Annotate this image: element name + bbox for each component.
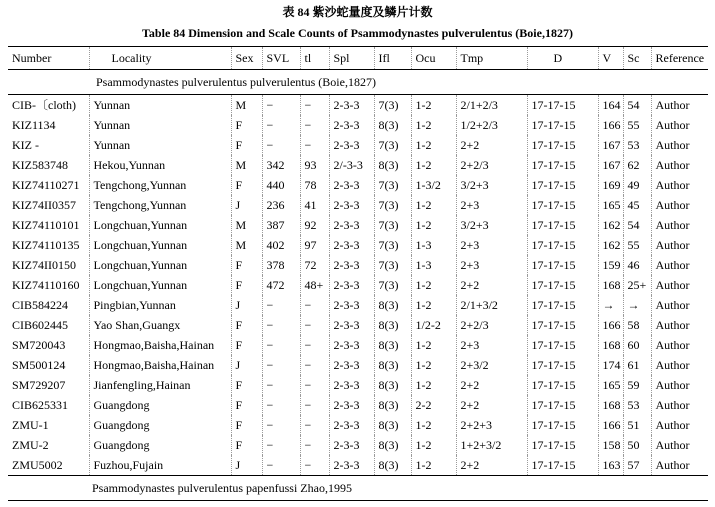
table-row bbox=[8, 115, 708, 135]
cell-d: 17-17-15 bbox=[527, 435, 598, 455]
cell-spl: 2-3-3 bbox=[329, 415, 374, 435]
cell-tmp: 2/1+2/3 bbox=[456, 95, 527, 116]
cell-ocu: 1-2 bbox=[411, 275, 456, 295]
table-row bbox=[8, 455, 708, 476]
cell-reference: Author bbox=[651, 455, 708, 476]
cell-d: 17-17-15 bbox=[527, 235, 598, 255]
col-ocu: Ocu bbox=[411, 47, 456, 70]
cell-v: 166 bbox=[598, 115, 623, 135]
col-locality: Locality bbox=[89, 47, 231, 70]
cell-ocu: 1-2 bbox=[411, 375, 456, 395]
table-row bbox=[8, 275, 708, 295]
cell-svl: − bbox=[262, 435, 300, 455]
cell-sex: F bbox=[231, 395, 262, 415]
cell-tl: − bbox=[300, 315, 329, 335]
cell-tmp: 2/1+3/2 bbox=[456, 295, 527, 315]
cell-locality: Yunnan bbox=[89, 115, 231, 135]
cell-sex: F bbox=[231, 115, 262, 135]
cell-v: 159 bbox=[598, 255, 623, 275]
cell-tl: − bbox=[300, 395, 329, 415]
cell-v: 174 bbox=[598, 355, 623, 375]
cell-svl: − bbox=[262, 355, 300, 375]
cell-locality: Yunnan bbox=[89, 135, 231, 155]
table-row bbox=[8, 195, 708, 215]
table-row bbox=[8, 155, 708, 175]
cell-spl: 2-3-3 bbox=[329, 275, 374, 295]
cell-tl: − bbox=[300, 415, 329, 435]
cell-tmp: 2+2 bbox=[456, 275, 527, 295]
cell-v: 163 bbox=[598, 455, 623, 476]
cell-ifl: 8(3) bbox=[374, 335, 411, 355]
cell-number: KIZ - bbox=[12, 138, 39, 152]
cell-ocu: 1-2 bbox=[411, 135, 456, 155]
cell-tl: − bbox=[300, 375, 329, 395]
cell-svl: − bbox=[262, 295, 300, 315]
cell-reference: Author bbox=[651, 255, 708, 275]
cell-sex: M bbox=[231, 155, 262, 175]
cell-sex: F bbox=[231, 375, 262, 395]
cell-sex: F bbox=[231, 315, 262, 335]
cell-locality: Longchuan,Yunnan bbox=[89, 235, 231, 255]
cell-sex: J bbox=[231, 195, 262, 215]
cell-sc: 45 bbox=[623, 195, 651, 215]
cell-ocu: 1-2 bbox=[411, 115, 456, 135]
table-row bbox=[8, 355, 708, 375]
cell-svl: − bbox=[262, 395, 300, 415]
col-tmp: Tmp bbox=[456, 47, 527, 70]
cell-locality: Guangdong bbox=[89, 435, 231, 455]
cell-tmp: 2+2 bbox=[456, 135, 527, 155]
cell-d: 17-17-15 bbox=[527, 375, 598, 395]
cell-ocu: 1/2-2 bbox=[411, 315, 456, 335]
col-spl: Spl bbox=[329, 47, 374, 70]
cell-sc: 53 bbox=[623, 395, 651, 415]
cell-spl: 2-3-3 bbox=[329, 175, 374, 195]
cell-sex: J bbox=[231, 295, 262, 315]
cell-spl: 2-3-3 bbox=[329, 315, 374, 335]
cell-number: KIZ74II0150 bbox=[12, 258, 76, 272]
cell-ocu: 1-2 bbox=[411, 355, 456, 375]
cell-spl: 2-3-3 bbox=[329, 95, 374, 116]
cell-v: 165 bbox=[598, 195, 623, 215]
cell-sc: 50 bbox=[623, 435, 651, 455]
cell-ifl: 8(3) bbox=[374, 115, 411, 135]
cell-sc: 60 bbox=[623, 335, 651, 355]
cell-spl: 2-3-3 bbox=[329, 135, 374, 155]
scale-count-table bbox=[8, 46, 708, 501]
cell-svl: 378 bbox=[262, 255, 300, 275]
cell-sex: M bbox=[231, 235, 262, 255]
cell-ifl: 7(3) bbox=[374, 195, 411, 215]
cell-reference: Author bbox=[651, 235, 708, 255]
cell-sex: M bbox=[231, 95, 262, 116]
cell-locality: Longchuan,Yunnan bbox=[89, 215, 231, 235]
cell-d: 17-17-15 bbox=[527, 275, 598, 295]
cell-reference: Author bbox=[651, 215, 708, 235]
cell-d: 17-17-15 bbox=[527, 355, 598, 375]
subspecies-heading: Psammodynastes pulverulentus pulverulentus (Boie,1827) bbox=[8, 70, 708, 95]
cell-d: 17-17-15 bbox=[527, 315, 598, 335]
cell-sc: 46 bbox=[623, 255, 651, 275]
cell-locality: Tengchong,Yunnan bbox=[89, 175, 231, 195]
cell-spl: 2-3-3 bbox=[329, 195, 374, 215]
cell-svl: 402 bbox=[262, 235, 300, 255]
cell-reference: Author bbox=[651, 415, 708, 435]
cell-svl: − bbox=[262, 115, 300, 135]
cell-number: KIZ74110160 bbox=[12, 278, 80, 292]
table-row bbox=[8, 435, 708, 455]
cell-number: KIZ583748 bbox=[12, 158, 68, 172]
cell-sc: 59 bbox=[623, 375, 651, 395]
cell-v: 168 bbox=[598, 335, 623, 355]
cell-spl: 2-3-3 bbox=[329, 455, 374, 476]
cell-sc: 54 bbox=[623, 95, 651, 116]
cell-number: CIB-〔cloth) bbox=[12, 98, 76, 112]
cell-reference: Author bbox=[651, 355, 708, 375]
cell-v: 167 bbox=[598, 155, 623, 175]
cell-tl: − bbox=[300, 95, 329, 116]
cell-sc: 55 bbox=[623, 115, 651, 135]
cell-reference: Author bbox=[651, 115, 708, 135]
cell-number: KIZ74II0357 bbox=[12, 198, 76, 212]
cell-tl: − bbox=[300, 455, 329, 476]
table-row bbox=[8, 315, 708, 335]
cell-d: 17-17-15 bbox=[527, 215, 598, 235]
cell-v: → bbox=[598, 295, 623, 315]
cell-locality: Tengchong,Yunnan bbox=[89, 195, 231, 215]
cell-sex: F bbox=[231, 335, 262, 355]
table-row bbox=[8, 395, 708, 415]
cell-tl: 72 bbox=[300, 255, 329, 275]
cell-tmp: 2+2 bbox=[456, 455, 527, 476]
cell-ifl: 8(3) bbox=[374, 355, 411, 375]
cell-svl: 440 bbox=[262, 175, 300, 195]
cell-tmp: 2+2/3 bbox=[456, 155, 527, 175]
cell-tl: − bbox=[300, 435, 329, 455]
cell-svl: − bbox=[262, 315, 300, 335]
cell-svl: − bbox=[262, 135, 300, 155]
cell-ocu: 1-2 bbox=[411, 455, 456, 476]
cell-number: ZMU-1 bbox=[12, 418, 49, 432]
cell-sex: F bbox=[231, 255, 262, 275]
cell-ocu: 1-2 bbox=[411, 215, 456, 235]
cell-spl: 2-3-3 bbox=[329, 335, 374, 355]
cell-spl: 2-3-3 bbox=[329, 215, 374, 235]
cell-reference: Author bbox=[651, 95, 708, 116]
cell-v: 167 bbox=[598, 135, 623, 155]
cell-v: 168 bbox=[598, 275, 623, 295]
cell-sc: 62 bbox=[623, 155, 651, 175]
cell-d: 17-17-15 bbox=[527, 415, 598, 435]
cell-number: CIB584224 bbox=[12, 298, 69, 312]
cell-ifl: 8(3) bbox=[374, 315, 411, 335]
cell-sex: M bbox=[231, 215, 262, 235]
cell-v: 165 bbox=[598, 375, 623, 395]
subspecies-footer-row bbox=[8, 476, 708, 501]
cell-tmp: 1+2+3/2 bbox=[456, 435, 527, 455]
header-row bbox=[8, 47, 708, 70]
col-sc: Sc bbox=[623, 47, 651, 70]
cell-ifl: 7(3) bbox=[374, 135, 411, 155]
cell-sex: J bbox=[231, 455, 262, 476]
cell-d: 17-17-15 bbox=[527, 395, 598, 415]
cell-locality: Hongmao,Baisha,Hainan bbox=[89, 335, 231, 355]
cell-tmp: 2+2+3 bbox=[456, 415, 527, 435]
cell-locality: Guangdong bbox=[89, 415, 231, 435]
cell-sex: F bbox=[231, 415, 262, 435]
cell-ifl: 7(3) bbox=[374, 175, 411, 195]
cell-sex: F bbox=[231, 275, 262, 295]
cell-d: 17-17-15 bbox=[527, 195, 598, 215]
cell-ocu: 1-3 bbox=[411, 255, 456, 275]
cell-locality: Hekou,Yunnan bbox=[89, 155, 231, 175]
cell-tmp: 2+3 bbox=[456, 335, 527, 355]
cell-sex: F bbox=[231, 175, 262, 195]
table-row bbox=[8, 175, 708, 195]
col-v: V bbox=[598, 47, 623, 70]
cell-tmp: 2+3/2 bbox=[456, 355, 527, 375]
cell-sc: → bbox=[623, 295, 651, 315]
cell-number: CIB625331 bbox=[12, 398, 69, 412]
cell-sc: 53 bbox=[623, 135, 651, 155]
cell-reference: Author bbox=[651, 315, 708, 335]
table-row bbox=[8, 215, 708, 235]
subspecies-heading-row bbox=[8, 70, 708, 95]
table-row bbox=[8, 235, 708, 255]
cell-d: 17-17-15 bbox=[527, 135, 598, 155]
table-row bbox=[8, 135, 708, 155]
cell-reference: Author bbox=[651, 175, 708, 195]
cell-tl: − bbox=[300, 335, 329, 355]
cell-d: 17-17-15 bbox=[527, 255, 598, 275]
cell-tl: 48+ bbox=[300, 275, 329, 295]
cell-svl: − bbox=[262, 455, 300, 476]
cell-d: 17-17-15 bbox=[527, 295, 598, 315]
cell-tmp: 3/2+3 bbox=[456, 215, 527, 235]
cell-tl: − bbox=[300, 135, 329, 155]
cell-locality: Hongmao,Baisha,Hainan bbox=[89, 355, 231, 375]
cell-locality: Jianfengling,Hainan bbox=[89, 375, 231, 395]
col-sex: Sex bbox=[231, 47, 262, 70]
cell-sc: 57 bbox=[623, 455, 651, 476]
cell-locality: Yunnan bbox=[89, 95, 231, 116]
col-tl: tl bbox=[300, 47, 329, 70]
cell-v: 162 bbox=[598, 215, 623, 235]
cell-locality: Longchuan,Yunnan bbox=[89, 275, 231, 295]
cell-number: KIZ74110101 bbox=[12, 218, 80, 232]
cell-tl: − bbox=[300, 115, 329, 135]
cell-reference: Author bbox=[651, 395, 708, 415]
cell-tl: − bbox=[300, 295, 329, 315]
table-row bbox=[8, 95, 708, 116]
cell-tl: 93 bbox=[300, 155, 329, 175]
cell-tmp: 1/2+2/3 bbox=[456, 115, 527, 135]
cell-sc: 55 bbox=[623, 235, 651, 255]
cell-tmp: 2+3 bbox=[456, 235, 527, 255]
cell-tmp: 2+2/3 bbox=[456, 315, 527, 335]
cell-svl: 236 bbox=[262, 195, 300, 215]
cell-ifl: 7(3) bbox=[374, 215, 411, 235]
cell-sc: 49 bbox=[623, 175, 651, 195]
cell-ifl: 8(3) bbox=[374, 295, 411, 315]
cell-tl: − bbox=[300, 355, 329, 375]
cell-spl: 2-3-3 bbox=[329, 295, 374, 315]
cell-svl: 387 bbox=[262, 215, 300, 235]
cell-v: 168 bbox=[598, 395, 623, 415]
table-row bbox=[8, 295, 708, 315]
cell-ifl: 8(3) bbox=[374, 415, 411, 435]
cell-ocu: 1-2 bbox=[411, 335, 456, 355]
cell-ocu: 1-2 bbox=[411, 155, 456, 175]
cell-sex: F bbox=[231, 435, 262, 455]
cell-ifl: 8(3) bbox=[374, 375, 411, 395]
cell-spl: 2-3-3 bbox=[329, 235, 374, 255]
cell-ifl: 7(3) bbox=[374, 275, 411, 295]
cell-locality: Yao Shan,Guangx bbox=[89, 315, 231, 335]
cell-spl: 2/-3-3 bbox=[329, 155, 374, 175]
cell-tl: 97 bbox=[300, 235, 329, 255]
cell-reference: Author bbox=[651, 375, 708, 395]
cell-d: 17-17-15 bbox=[527, 455, 598, 476]
cell-locality: Pingbian,Yunnan bbox=[89, 295, 231, 315]
cell-ocu: 1-3 bbox=[411, 235, 456, 255]
cell-sc: 61 bbox=[623, 355, 651, 375]
cell-tl: 78 bbox=[300, 175, 329, 195]
cell-reference: Author bbox=[651, 155, 708, 175]
cell-reference: Author bbox=[651, 135, 708, 155]
cell-ifl: 8(3) bbox=[374, 455, 411, 476]
cell-number: KIZ1134 bbox=[12, 118, 56, 132]
cell-v: 158 bbox=[598, 435, 623, 455]
cell-v: 162 bbox=[598, 235, 623, 255]
cell-svl: − bbox=[262, 415, 300, 435]
cell-sc: 51 bbox=[623, 415, 651, 435]
cell-ocu: 1-2 bbox=[411, 95, 456, 116]
cell-number: SM729207 bbox=[12, 378, 66, 392]
cell-svl: 472 bbox=[262, 275, 300, 295]
cell-tmp: 2+3 bbox=[456, 195, 527, 215]
col-d: D bbox=[527, 47, 598, 70]
cell-v: 164 bbox=[598, 95, 623, 116]
cell-spl: 2-3-3 bbox=[329, 395, 374, 415]
cell-ifl: 8(3) bbox=[374, 435, 411, 455]
cell-spl: 2-3-3 bbox=[329, 435, 374, 455]
cell-reference: Author bbox=[651, 195, 708, 215]
col-svl: SVL bbox=[262, 47, 300, 70]
cell-tmp: 3/2+3 bbox=[456, 175, 527, 195]
cell-number: ZMU-2 bbox=[12, 438, 49, 452]
cell-sex: J bbox=[231, 355, 262, 375]
cell-svl: − bbox=[262, 95, 300, 116]
table-row bbox=[8, 255, 708, 275]
cell-number: ZMU5002 bbox=[12, 458, 63, 472]
cell-ocu: 1-2 bbox=[411, 195, 456, 215]
cell-spl: 2-3-3 bbox=[329, 355, 374, 375]
cell-svl: 342 bbox=[262, 155, 300, 175]
table-row bbox=[8, 335, 708, 355]
cell-d: 17-17-15 bbox=[527, 155, 598, 175]
cell-locality: Longchuan,Yunnan bbox=[89, 255, 231, 275]
table-title-english: Table 84 Dimension and Scale Counts of Psammodynastes pulverulentus (Boie,1827) bbox=[142, 26, 573, 40]
cell-spl: 2-3-3 bbox=[329, 375, 374, 395]
col-reference: Reference bbox=[651, 47, 708, 70]
cell-v: 166 bbox=[598, 315, 623, 335]
cell-sc: 25+ bbox=[623, 275, 651, 295]
cell-d: 17-17-15 bbox=[527, 335, 598, 355]
cell-spl: 2-3-3 bbox=[329, 255, 374, 275]
cell-v: 169 bbox=[598, 175, 623, 195]
cell-v: 166 bbox=[598, 415, 623, 435]
cell-reference: Author bbox=[651, 335, 708, 355]
cell-number: KIZ74110271 bbox=[12, 178, 80, 192]
cell-number: CIB602445 bbox=[12, 318, 69, 332]
cell-ocu: 1-3/2 bbox=[411, 175, 456, 195]
cell-spl: 2-3-3 bbox=[329, 115, 374, 135]
cell-locality: Fuzhou,Fujain bbox=[89, 455, 231, 476]
cell-number: KIZ74110135 bbox=[12, 238, 80, 252]
cell-sc: 58 bbox=[623, 315, 651, 335]
cell-ifl: 7(3) bbox=[374, 95, 411, 116]
cell-d: 17-17-15 bbox=[527, 95, 598, 116]
cell-reference: Author bbox=[651, 275, 708, 295]
table-row bbox=[8, 375, 708, 395]
cell-svl: − bbox=[262, 375, 300, 395]
cell-d: 17-17-15 bbox=[527, 175, 598, 195]
cell-ocu: 1-2 bbox=[411, 435, 456, 455]
cell-sex: F bbox=[231, 135, 262, 155]
cell-ifl: 7(3) bbox=[374, 255, 411, 275]
cell-reference: Author bbox=[651, 295, 708, 315]
cell-reference: Author bbox=[651, 435, 708, 455]
table-row bbox=[8, 415, 708, 435]
cell-ocu: 1-2 bbox=[411, 415, 456, 435]
cell-svl: − bbox=[262, 335, 300, 355]
col-ifl: Ifl bbox=[374, 47, 411, 70]
cell-number: SM720043 bbox=[12, 338, 66, 352]
cell-ifl: 8(3) bbox=[374, 155, 411, 175]
cell-d: 17-17-15 bbox=[527, 115, 598, 135]
subspecies-footer: Psammodynastes pulverulentus papenfussi Zhao,1995 bbox=[8, 476, 708, 501]
cell-ocu: 1-2 bbox=[411, 295, 456, 315]
col-number: Number bbox=[8, 47, 89, 70]
cell-tmp: 2+2 bbox=[456, 375, 527, 395]
cell-ifl: 7(3) bbox=[374, 235, 411, 255]
cell-tmp: 2+2 bbox=[456, 395, 527, 415]
cell-tl: 41 bbox=[300, 195, 329, 215]
cell-locality: Guangdong bbox=[89, 395, 231, 415]
cell-tl: 92 bbox=[300, 215, 329, 235]
cell-ocu: 2-2 bbox=[411, 395, 456, 415]
cell-number: SM500124 bbox=[12, 358, 66, 372]
cell-sc: 54 bbox=[623, 215, 651, 235]
table-title-chinese: 表 84 紫沙蛇量度及鳞片计数 bbox=[282, 5, 433, 19]
cell-tmp: 2+3 bbox=[456, 255, 527, 275]
cell-ifl: 8(3) bbox=[374, 395, 411, 415]
